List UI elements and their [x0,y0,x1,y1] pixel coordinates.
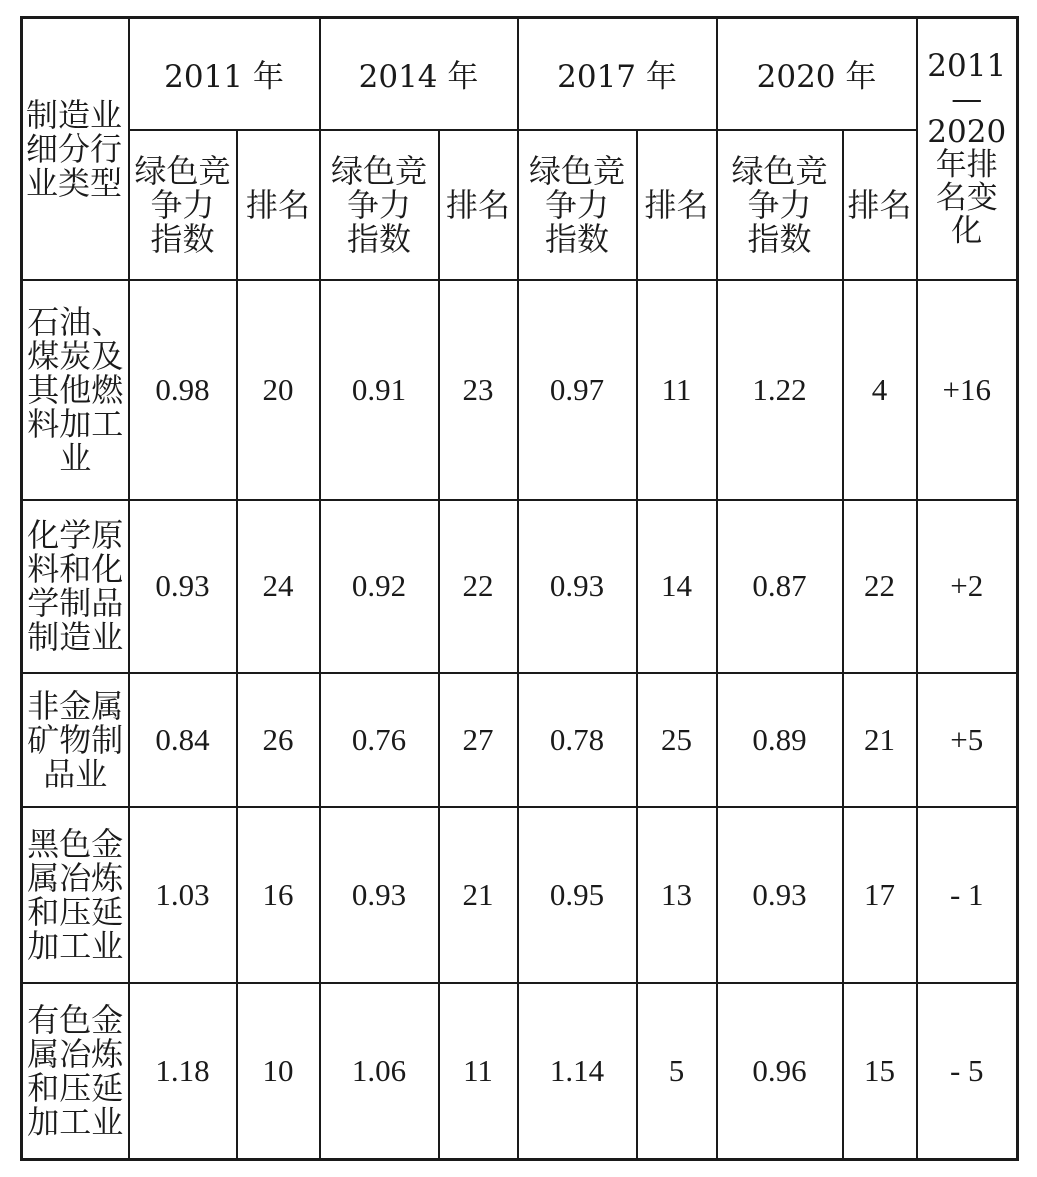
table-row [22,500,1018,673]
index-header-line: 指数 [150,219,215,258]
industry-label-line: 制造业 [27,618,124,657]
index-header-line: 争力 [747,185,812,224]
rank-change-header [917,18,1018,280]
index-header-line: 绿色竞 [528,151,625,190]
industry-label-line: 煤炭及 [27,336,124,375]
index-header-line: 争力 [150,185,215,224]
row-label-header [22,18,129,280]
index-header-line: 绿色竞 [330,151,427,190]
rank-header: 排名 [237,130,320,280]
rank-2020-cell: 17 [843,807,917,983]
rank-2017-cell: 5 [637,983,717,1159]
industry-label [22,500,129,673]
rank-2017-cell: 14 [637,500,717,673]
rank-2011-cell: 16 [237,807,320,983]
index-2020-cell: 0.87 [717,500,843,673]
year-header-2014: 2014 年 [320,18,518,130]
row-label-header-line: 业类型 [26,163,123,202]
industry-label-line: 料加工 [27,404,124,443]
industry-label-line: 加工业 [27,1103,124,1142]
rank-2017-cell: 25 [637,673,717,807]
rank-change-cell: +5 [917,673,1018,807]
index-header-line: 指数 [544,219,609,258]
index-2011-cell: 0.84 [129,673,237,807]
industry-label-line: 属冶炼 [27,859,124,898]
rank-2020-cell: 4 [843,280,917,500]
industry-label-line: 加工业 [27,927,124,966]
industry-label-line: 其他燃 [27,370,124,409]
industry-label [22,673,129,807]
rank-2011-cell: 20 [237,280,320,500]
industry-label-line: 品业 [43,755,108,794]
index-2011-cell: 1.18 [129,983,237,1159]
industry-label-line: 有色金 [27,1001,124,1040]
index-2011-cell: 0.93 [129,500,237,673]
index-header-line: 指数 [346,219,411,258]
index-2017-cell: 0.97 [518,280,637,500]
industry-label-line: 业 [59,438,92,477]
row-label-header-line: 制造业 [26,95,123,134]
index-header [518,130,637,280]
competitiveness-table [20,16,1019,1161]
index-2020-cell: 0.93 [717,807,843,983]
industry-label-line: 料和化 [27,550,124,589]
rank-change-header-line: 2020 [927,113,1007,150]
rank-change-header-line: 2011 [927,47,1007,84]
rank-2014-cell: 23 [439,280,518,500]
table-row [22,983,1018,1159]
rank-change-cell: - 5 [917,983,1018,1159]
rank-2017-cell: 13 [637,807,717,983]
index-2014-cell: 1.06 [320,983,439,1159]
header-row-years [22,18,1018,130]
industry-label-line: 矿物制 [27,721,124,760]
rank-2020-cell: 15 [843,983,917,1159]
index-2017-cell: 1.14 [518,983,637,1159]
rank-2011-cell: 24 [237,500,320,673]
rank-header: 排名 [637,130,717,280]
rank-change-cell: +16 [917,280,1018,500]
index-2014-cell: 0.76 [320,673,439,807]
rank-2014-cell: 11 [439,983,518,1159]
year-header-2020: 2020 年 [717,18,917,130]
rank-2014-cell: 27 [439,673,518,807]
rank-header: 排名 [843,130,917,280]
rank-change-cell: - 1 [917,807,1018,983]
rank-change-header-line: — [951,80,983,117]
rank-2014-cell: 22 [439,500,518,673]
table-row [22,280,1018,500]
industry-label [22,807,129,983]
industry-label-line: 学制品 [27,584,124,623]
rank-change-header-line: 名变 [935,179,998,216]
rank-change-header-line: 化 [951,212,983,249]
index-header [717,130,843,280]
rank-2011-cell: 26 [237,673,320,807]
index-2017-cell: 0.93 [518,500,637,673]
index-header [129,130,237,280]
industry-label [22,280,129,500]
rank-2017-cell: 11 [637,280,717,500]
index-header-line: 绿色竞 [731,151,828,190]
index-2020-cell: 0.96 [717,983,843,1159]
industry-label-line: 属冶炼 [27,1035,124,1074]
rank-2020-cell: 21 [843,673,917,807]
industry-label [22,983,129,1159]
row-label-header-line: 细分行 [26,129,123,168]
industry-label-line: 黑色金 [27,825,124,864]
table-row [22,673,1018,807]
rank-2011-cell: 10 [237,983,320,1159]
index-header-line: 争力 [346,185,411,224]
industry-label-line: 石油、 [27,302,124,341]
year-header-2017: 2017 年 [518,18,717,130]
rank-change-cell: +2 [917,500,1018,673]
rank-2020-cell: 22 [843,500,917,673]
index-2020-cell: 0.89 [717,673,843,807]
index-2011-cell: 1.03 [129,807,237,983]
index-2014-cell: 0.92 [320,500,439,673]
industry-label-line: 非金属 [27,687,124,726]
index-header-line: 绿色竞 [134,151,231,190]
index-header-line: 指数 [747,219,812,258]
index-2014-cell: 0.93 [320,807,439,983]
index-2011-cell: 0.98 [129,280,237,500]
index-2020-cell: 1.22 [717,280,843,500]
rank-2014-cell: 21 [439,807,518,983]
industry-label-line: 和压延 [27,893,124,932]
index-2017-cell: 0.95 [518,807,637,983]
header-row-metrics [22,130,1018,280]
industry-label-line: 化学原 [27,516,124,555]
table-row [22,807,1018,983]
index-2017-cell: 0.78 [518,673,637,807]
index-header [320,130,439,280]
rank-header: 排名 [439,130,518,280]
index-header-line: 争力 [544,185,609,224]
year-header-2011: 2011 年 [129,18,320,130]
rank-change-header-line: 年排 [935,146,998,183]
industry-label-line: 和压延 [27,1069,124,1108]
index-2014-cell: 0.91 [320,280,439,500]
